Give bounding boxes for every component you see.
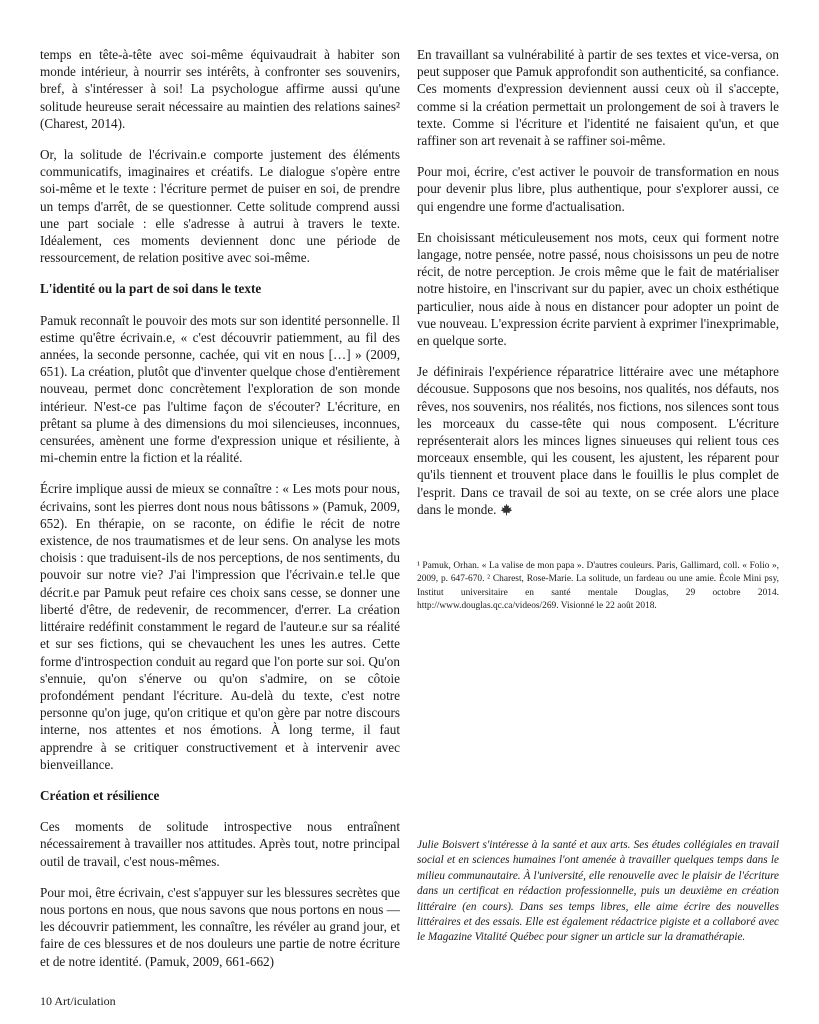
block-quote: Pour moi, être écrivain, c'est s'appuyer sur les blessures secrètes que nous portons en nous, que nous savons que nous portons en nous — les découvrir patiemment, les connaître, les révéler au grand jour, et faire de ces blessures et de nos douleurs une partie de notre écriture et de notre identité. (Pamuk, 2009, 661-662) — [40, 884, 400, 969]
paragraph: temps en tête-à-tête avec soi-même équivaudrait à habiter son monde intérieur, à nourrir ses intérêts, à confronter ses souvenirs, bref, à s'intéresser à soi! La psychologue affirme aussi qu'une solitude heureuse serait nécessaire au maintien des relations saines² (Charest, 2014). — [40, 47, 400, 131]
author-bio — [417, 838, 779, 946]
paragraph: Or, la solitude de l'écrivain.e comporte justement des éléments communicatifs, imaginaires et créatifs. Le dialogue s'opère entre soi-même et le texte : l'écriture permet de puiser en soi, de prendre un temps d'arrêt, de se questionner. Cette solitude comprend aussi une part sociale : elle s'adresse à autrui à travers le texte. Idéalement, ces moments deviennent donc une période de ressourcement, de relation positive avec soi-même. — [40, 147, 400, 266]
footnote-text: ¹ Pamuk, Orhan. « La valise de mon papa ». D'autres couleurs. Paris, Gallimard, coll. « Folio », 2009, p. 647-670. ² Charest, Rose-Marie. La solitude, un fardeau ou une amie. École Mini psy, Institut universitaire en santé mentale Douglas, 29 octobre 2014. http://www.douglas.qc.ca/videos/269. Visionné le 22 août 2018. — [417, 561, 779, 612]
paragraph: Pour moi, écrire, c'est activer le pouvoir de transformation en nous pour devenir plus libre, plus authentique, pour s'explorer aussi, ce qui engendre une forme d'actualisation. — [417, 164, 779, 214]
footnotes — [417, 560, 779, 614]
section-heading: L'identité ou la part de soi dans le texte — [40, 281, 262, 297]
paragraph-text: Je définirais l'expérience réparatrice littéraire avec une métaphore décousue. Supposons que nos besoins, nos qualités, nos défauts, nos rêves, nos souvenirs, nos réalités, nos fictions, nos silences sont tous les morceaux du casse-tête qui nous composent. L'écriture représenterait alors les minces lignes sinueuses qui relient tous ces morceaux ensemble, qui les cousent, les ajustent, les réparent pour qu'ils tiennent et trouvent place dans le fouillis le plus complet de l'esprit. Dans ce travail de soi au texte, on se crée alors une place dans le monde. — [417, 364, 779, 517]
paragraph: En choisissant méticuleusement nos mots, ceux qui forment notre langage, notre pensée, notre passé, nous choisissons un peu de notre récit, de notre perception. Je crois même que le fait de matérialiser notre histoire, en l'inscrivant sur du papier, avec un choix esthétique particulier, nous aide à nous en distancer pour adopter un point de vue nouveau. L'expression écrite parvient à exprimer l'inexprimable, en quelque sorte. — [417, 229, 779, 349]
paragraph: Écrire implique aussi de mieux se connaître : « Les mots pour nous, écrivains, sont les pierres dont nous nous bâtissons » (Pamuk, 2009, 652). En thérapie, on se raconte, on édifie le récit de notre existence, de nos traumatismes et de leur sens. On analyse les mots choisis : que traduisent-ils de nos perceptions, de nos sentiments, du pouvoir sur notre vie? J'ai l'impression que l'écrivain.e tel.le que décrit.e par Pamuk peut refaire ces choix sans cesse, se donner une liberté d'être, de redevenir, de recommencer, d'errer. La création littéraire redéfinit constamment le regard de l'auteur.e sur sa réalité et sur ses fictions, qui se chevauchent les unes les autres. Cette forme d'introspection conduit au regard que l'on porte sur soi. Qu'on s'ennuie, qu'on s'énerve ou qu'on s'admire, on se côtoie profondément pendant l'écriture. Au-delà du texte, c'est notre personne qu'on juge, qu'on critique et qu'on gère par notre discours interne, nos attentes et nos émotions. À long terme, il faut apprendre à se critiquer constructivement et à intervenir avec bienveillance. — [40, 481, 400, 772]
paragraph: En travaillant sa vulnérabilité à partir de ses textes et vice-versa, on peut supposer que Pamuk approfondit son authenticité, sa confiance. Ces moments d'expression deviennent aussi ceux où il s'accepte, comme si la création permettait un prolongement de soi à travers le texte. Comme si l'écriture et l'identité ne faisaient qu'un, et que raffiner son art revenait à se raffiner soi-même. — [417, 47, 779, 149]
maple-leaf-icon — [500, 503, 513, 516]
author-bio-text: Julie Boisvert s'intéresse à la santé et aux arts. Ses études collégiales en travail social et en sciences humaines l'ont amenée à travailler quelques temps dans le milieu communautaire. À l'université, elle renouvelle avec le plaisir de l'écriture dans un certificat en rédaction professionnelle, puis un deuxième en création littéraire (en cours). Dans ses temps libres, elle aime écrire des nouvelles littéraires et des essais. Elle est également rédactrice pigiste et a collaboré avec le Magazine Vitalité Québec pour signer un article sur la dramathérapie. — [417, 839, 779, 944]
paragraph: Ces moments de solitude introspective nous entraînent nécessairement à travailler nos attitudes. Après tout, notre principal outil de travail, c'est nous-mêmes. — [40, 819, 400, 869]
section-heading: Création et résilience — [40, 787, 160, 803]
paragraph-final — [417, 363, 779, 518]
paragraph: Pamuk reconnaît le pouvoir des mots sur son identité personnelle. Il estime qu'être écrivain.e, « c'est découvrir patiemment, au fil des années, la seconde personne, cachée, qui vit en nous […] » (2009, 651). La création, plutôt que d'inventer quelque chose d'entièrement nouveau, permet donc concrètement l'exploration de son monde intérieur. N'est-ce pas l'ultime façon de s'écouter? L'écriture, en prêtant sa plume à des dimensions du moi silencieuses, inconnues, censurées, amènent une forme d'expression unique et résiliente, à mi-chemin entre la fiction et la réalité. — [40, 312, 400, 466]
left-column — [40, 46, 400, 984]
page-footer: 10 Art/iculation — [40, 994, 116, 1008]
right-column — [417, 46, 779, 532]
